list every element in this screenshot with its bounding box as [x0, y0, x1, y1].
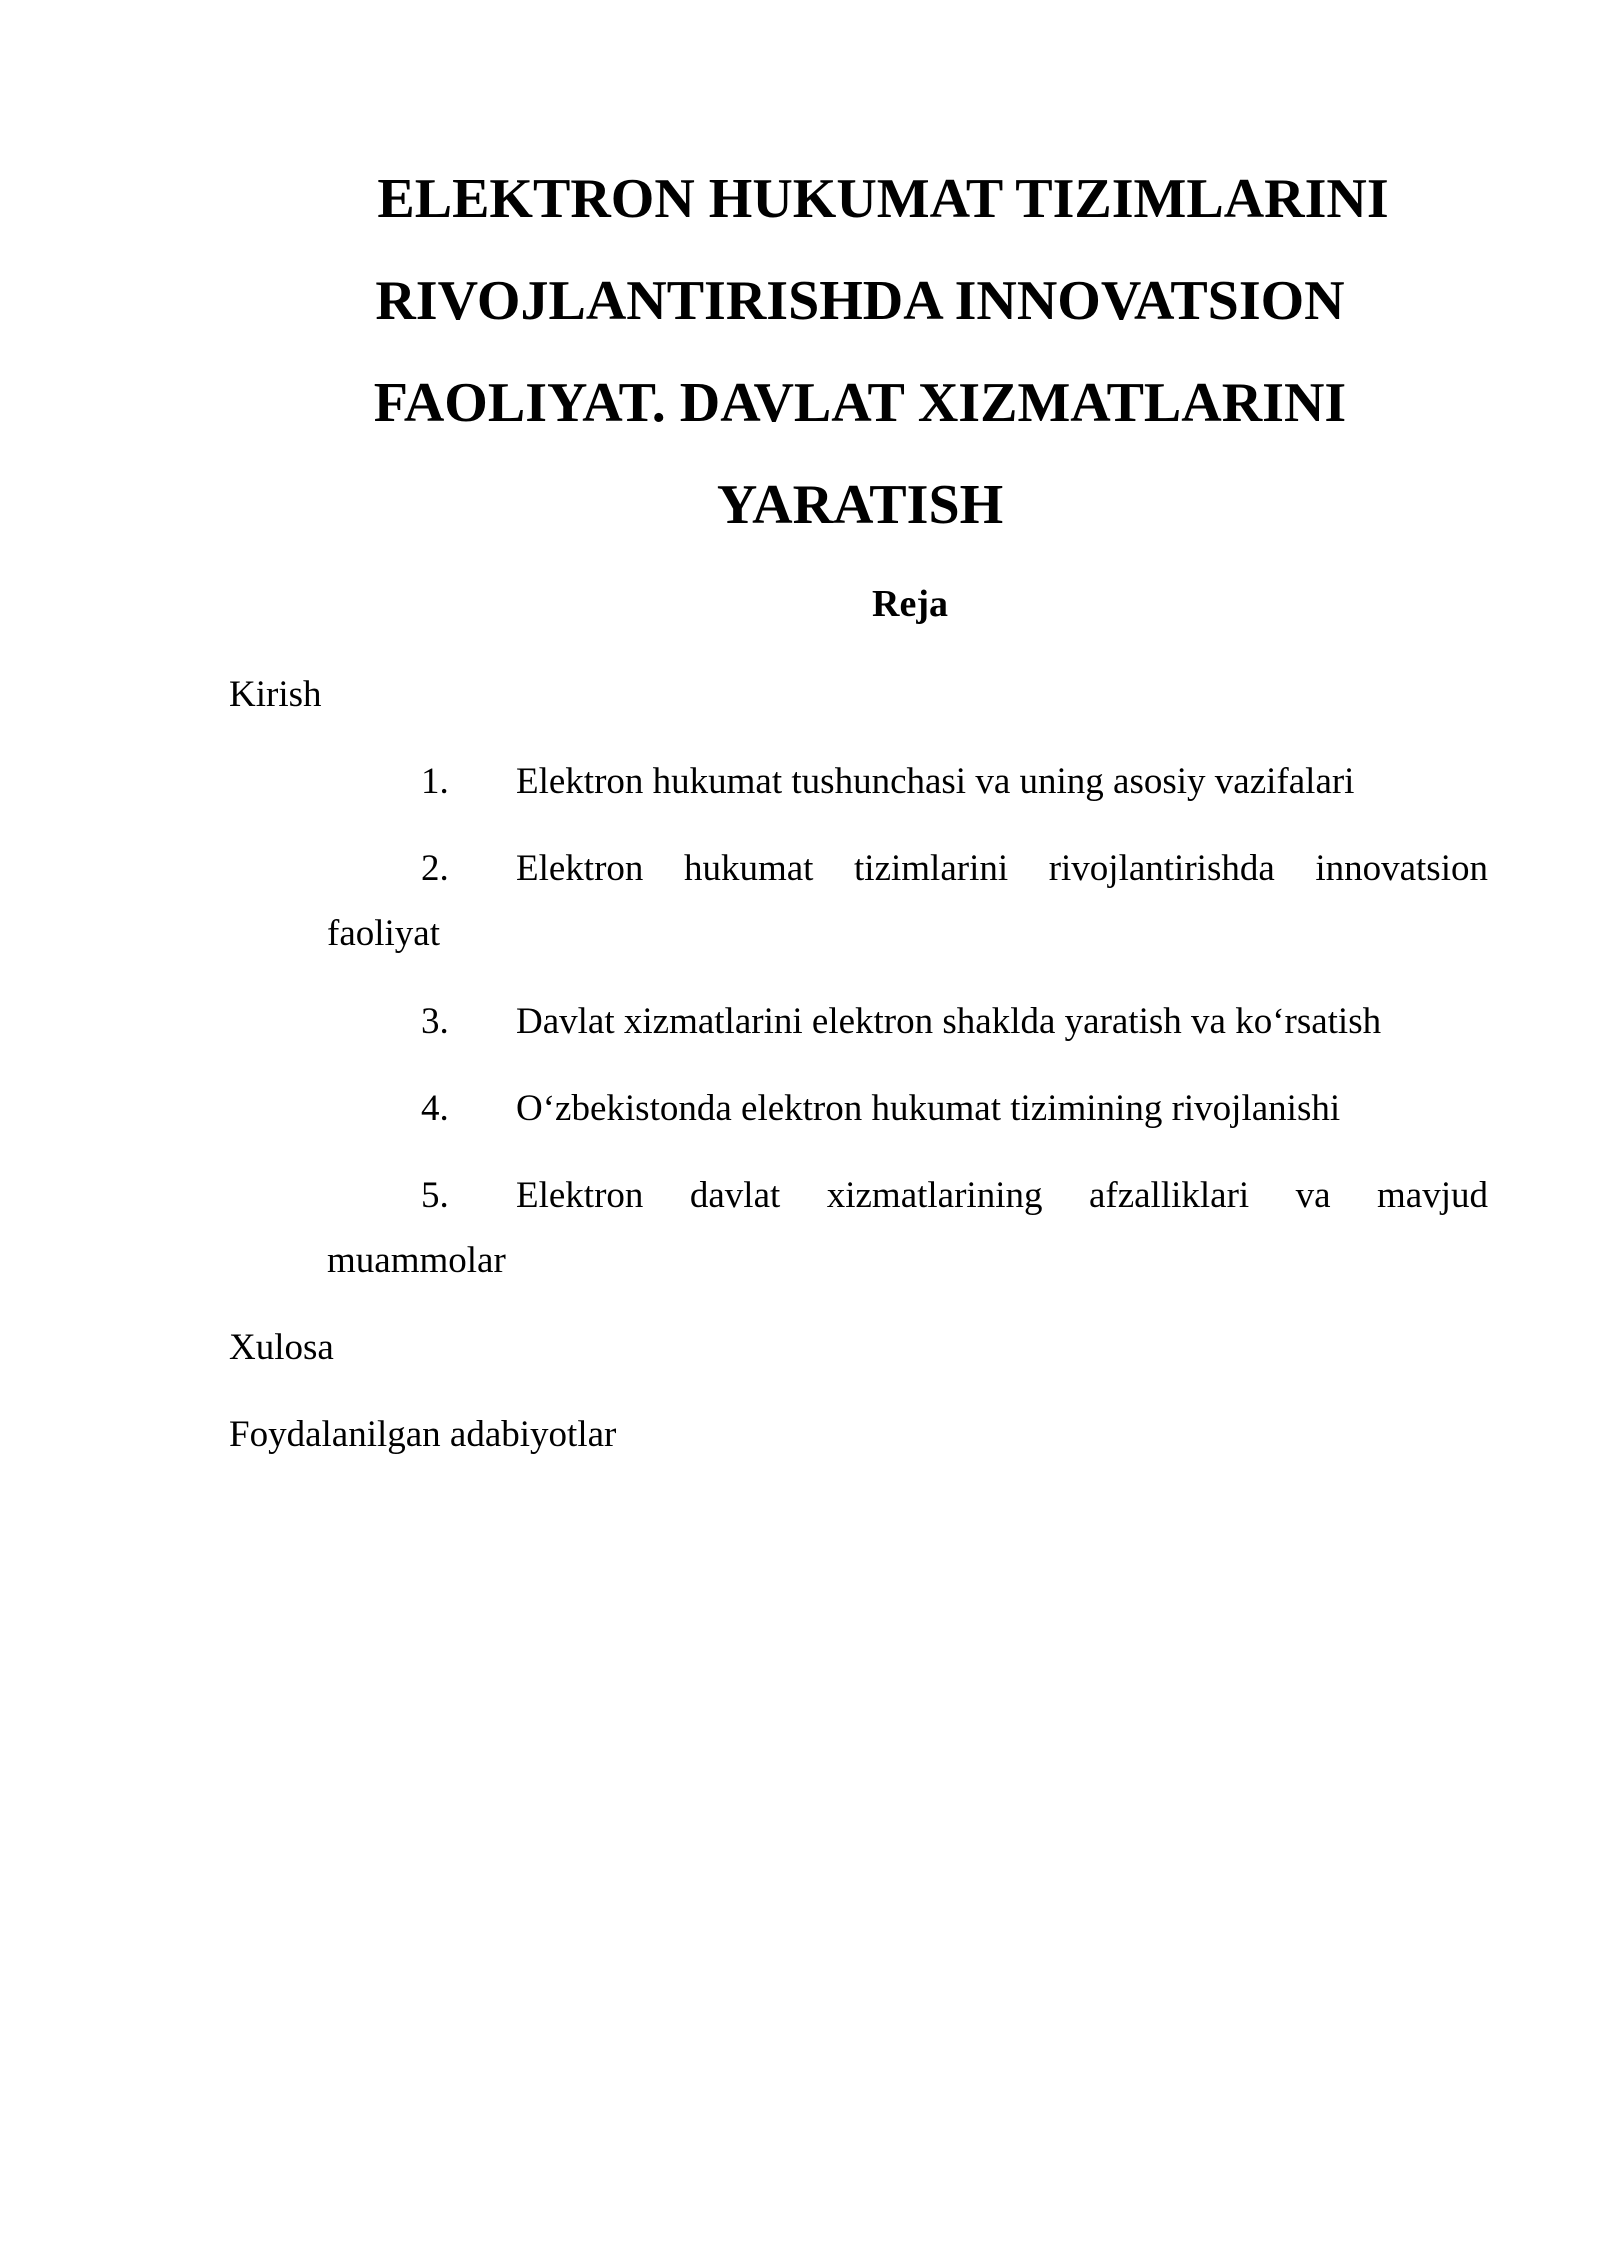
- plan-item-4-text: O‘zbekistonda elektron hukumat tizimining rivojlanishi: [516, 1088, 1341, 1129]
- title-line-2: RIVOJLANTIRISHDA INNOVATSION: [375, 270, 1345, 332]
- plan-item-2-continuation: faoliyat: [327, 913, 441, 954]
- title-line-3: FAOLIYAT. DAVLAT XIZMATLARINI: [373, 372, 1347, 434]
- plan-item-3-text: Davlat xizmatlarini elektron shaklda yaratish va ko‘rsatish: [516, 1001, 1382, 1042]
- plan-item-5-text: Elektron davlat xizmatlarining afzalliklari va mavjud: [516, 1175, 1488, 1216]
- title-line-1: ELEKTRON HUKUMAT TIZIMLARINI: [377, 168, 1389, 230]
- references-label: Foydalanilgan adabiyotlar: [229, 1414, 617, 1455]
- conclusion-label: Xulosa: [229, 1327, 334, 1368]
- document-title: [300, 148, 1420, 556]
- plan-heading: Reja: [872, 583, 948, 625]
- intro-label: Kirish: [229, 674, 322, 715]
- plan-item-5-continuation: muammolar: [327, 1240, 506, 1281]
- plan-item-2-number: 2.: [421, 848, 449, 889]
- plan-item-5-number: 5.: [421, 1175, 449, 1216]
- plan-item-1-number: 1.: [421, 761, 449, 802]
- plan-item-1-text: Elektron hukumat tushunchasi va uning asosiy vazifalari: [516, 761, 1355, 802]
- plan-item-3-number: 3.: [421, 1001, 449, 1042]
- plan-item-4-number: 4.: [421, 1088, 449, 1129]
- plan-item-2-text: Elektron hukumat tizimlarini rivojlantirishda innovatsion: [516, 848, 1488, 889]
- title-line-4: YARATISH: [716, 474, 1004, 536]
